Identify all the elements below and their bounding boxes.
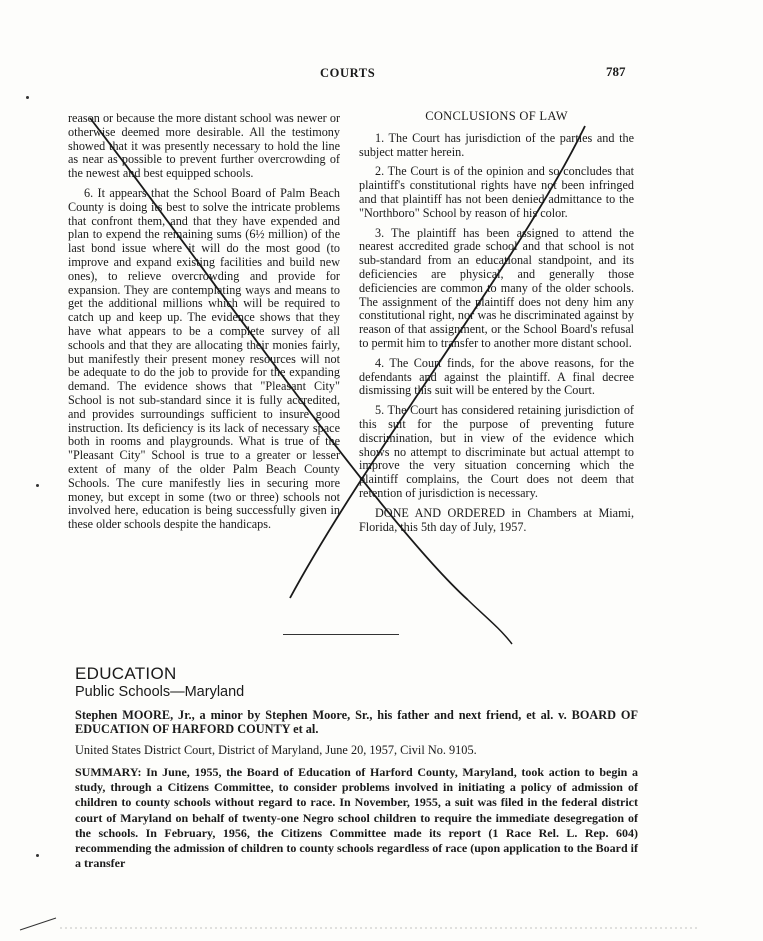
- margin-speck: [26, 96, 29, 99]
- conclusion-1: 1. The Court has jurisdiction of the parties and the subject matter herein.: [359, 130, 634, 159]
- section-divider-rule: [283, 634, 399, 635]
- summary-text: In June, 1955, the Board of Education of Harford County, Maryland, took action to begin a study, through a Citizens Committee, to consider problems involved in initiating a policy of admission of children to county schools without regard to race. In November, 1955, a suit was filed in the federal district court of Maryland on behalf of twenty-one Negro school children to require the immediate desegregation of the schools. In February, 1956, the Citizens Committee made its report (1 Race Rel. L. Rep. 604) recommending the admission of children to county schools regardless of race (upon application to the Board if a transfer: [75, 765, 638, 871]
- page-number: 787: [606, 64, 626, 79]
- case-title: Stephen MOORE, Jr., a minor by Stephen Moore, Sr., his father and next friend, et al. v. BOARD OF EDUCATION OF HARFORD COUNTY et al.: [75, 708, 638, 736]
- conclusion-5: 5. The Court has considered retaining jurisdiction of this suit for the purpose of preventing future discrimination, but in view of the evidence which shows no attempt to discriminate but actual attempt to improve the very situation concerning which the plaintiff complains, the Court does not deem that retention of jurisdiction is necessary.: [359, 403, 634, 500]
- case-summary: [75, 765, 638, 871]
- section-subtitle: Public Schools—Maryland: [75, 684, 245, 700]
- court-citation: United States District Court, District of Maryland, June 20, 1957, Civil No. 9105.: [75, 743, 477, 757]
- section-title: EDUCATION: [75, 664, 177, 683]
- conclusion-4: 4. The Court finds, for the above reasons, for the defendants and against the plaintiff. A final decree dismissing this suit will be entered by the Court.: [359, 355, 634, 398]
- running-header-title: COURTS: [320, 66, 376, 80]
- right-column: [359, 110, 634, 540]
- left-column: [68, 112, 340, 538]
- margin-speck: [36, 484, 39, 487]
- left-paragraph-1: reason or because the more distant school was newer or otherwise deemed more desirable. All the testimony showed that it was presently necessary to hold the line as near as possible to prevent further overcrowding of the newest and best equipped schools.: [68, 111, 340, 181]
- conclusion-2: 2. The Court is of the opinion and so concludes that plaintiff's constitutional rights have not been infringed and that plaintiff has not been denied admittance to the "Northboro" School by reason of his color.: [359, 164, 634, 220]
- left-paragraph-2: 6. It appears that the School Board of Palm Beach County is doing its best to solve the intricate problems that confront them, and that they have expended and plan to expend the remaining sums (6½ million) of the last bond issue where it will do the most good (to improve and expand existing facilities and build new ones), to relieve overcrowding and provide for expansion. They are contemplating ways and means to get the additional millions which will be required to catch up and keep up. The evidence shows that they have what appears to be a complete survey of all schools and that they are allocating their monies fairly, but manifestly their present money resources will not be adequate to do the job to provide for the expanding demand. The evidence shows that "Pleasant City" School is not sub-standard since it is fully accredited, and provides surroundings sufficient to insure good instruction. Its deficiency is its lack of necessary space both in rooms and playgrounds. What is true of the "Pleasant City" School is true to a greater or lesser extent of many of the older Palm Beach County Schools. The cure manifestly lies in securing more money, but except in some (two or three) schools not involved here, education is being successfully given in these older schools despite the handicaps.: [68, 185, 340, 532]
- conclusion-3: 3. The plaintiff has been assigned to attend the nearest accredited grade school and that school is not sub-standard from an educational standpoint, and its deficiencies are physical, and generally those deficiencies are common to many of the older schools. The assignment of the plaintiff does not deny him any constitutional right, nor was he discriminated against by reason of that assignment, or the School Board's refusal to permit him to transfer to another more distant school.: [359, 225, 634, 350]
- conclusions-heading: CONCLUSIONS OF LAW: [425, 109, 568, 123]
- summary-label: SUMMARY:: [75, 765, 142, 779]
- margin-speck: [36, 854, 39, 857]
- order-signature-line: DONE AND ORDERED in Chambers at Miami, Florida, this 5th day of July, 1957.: [359, 505, 634, 534]
